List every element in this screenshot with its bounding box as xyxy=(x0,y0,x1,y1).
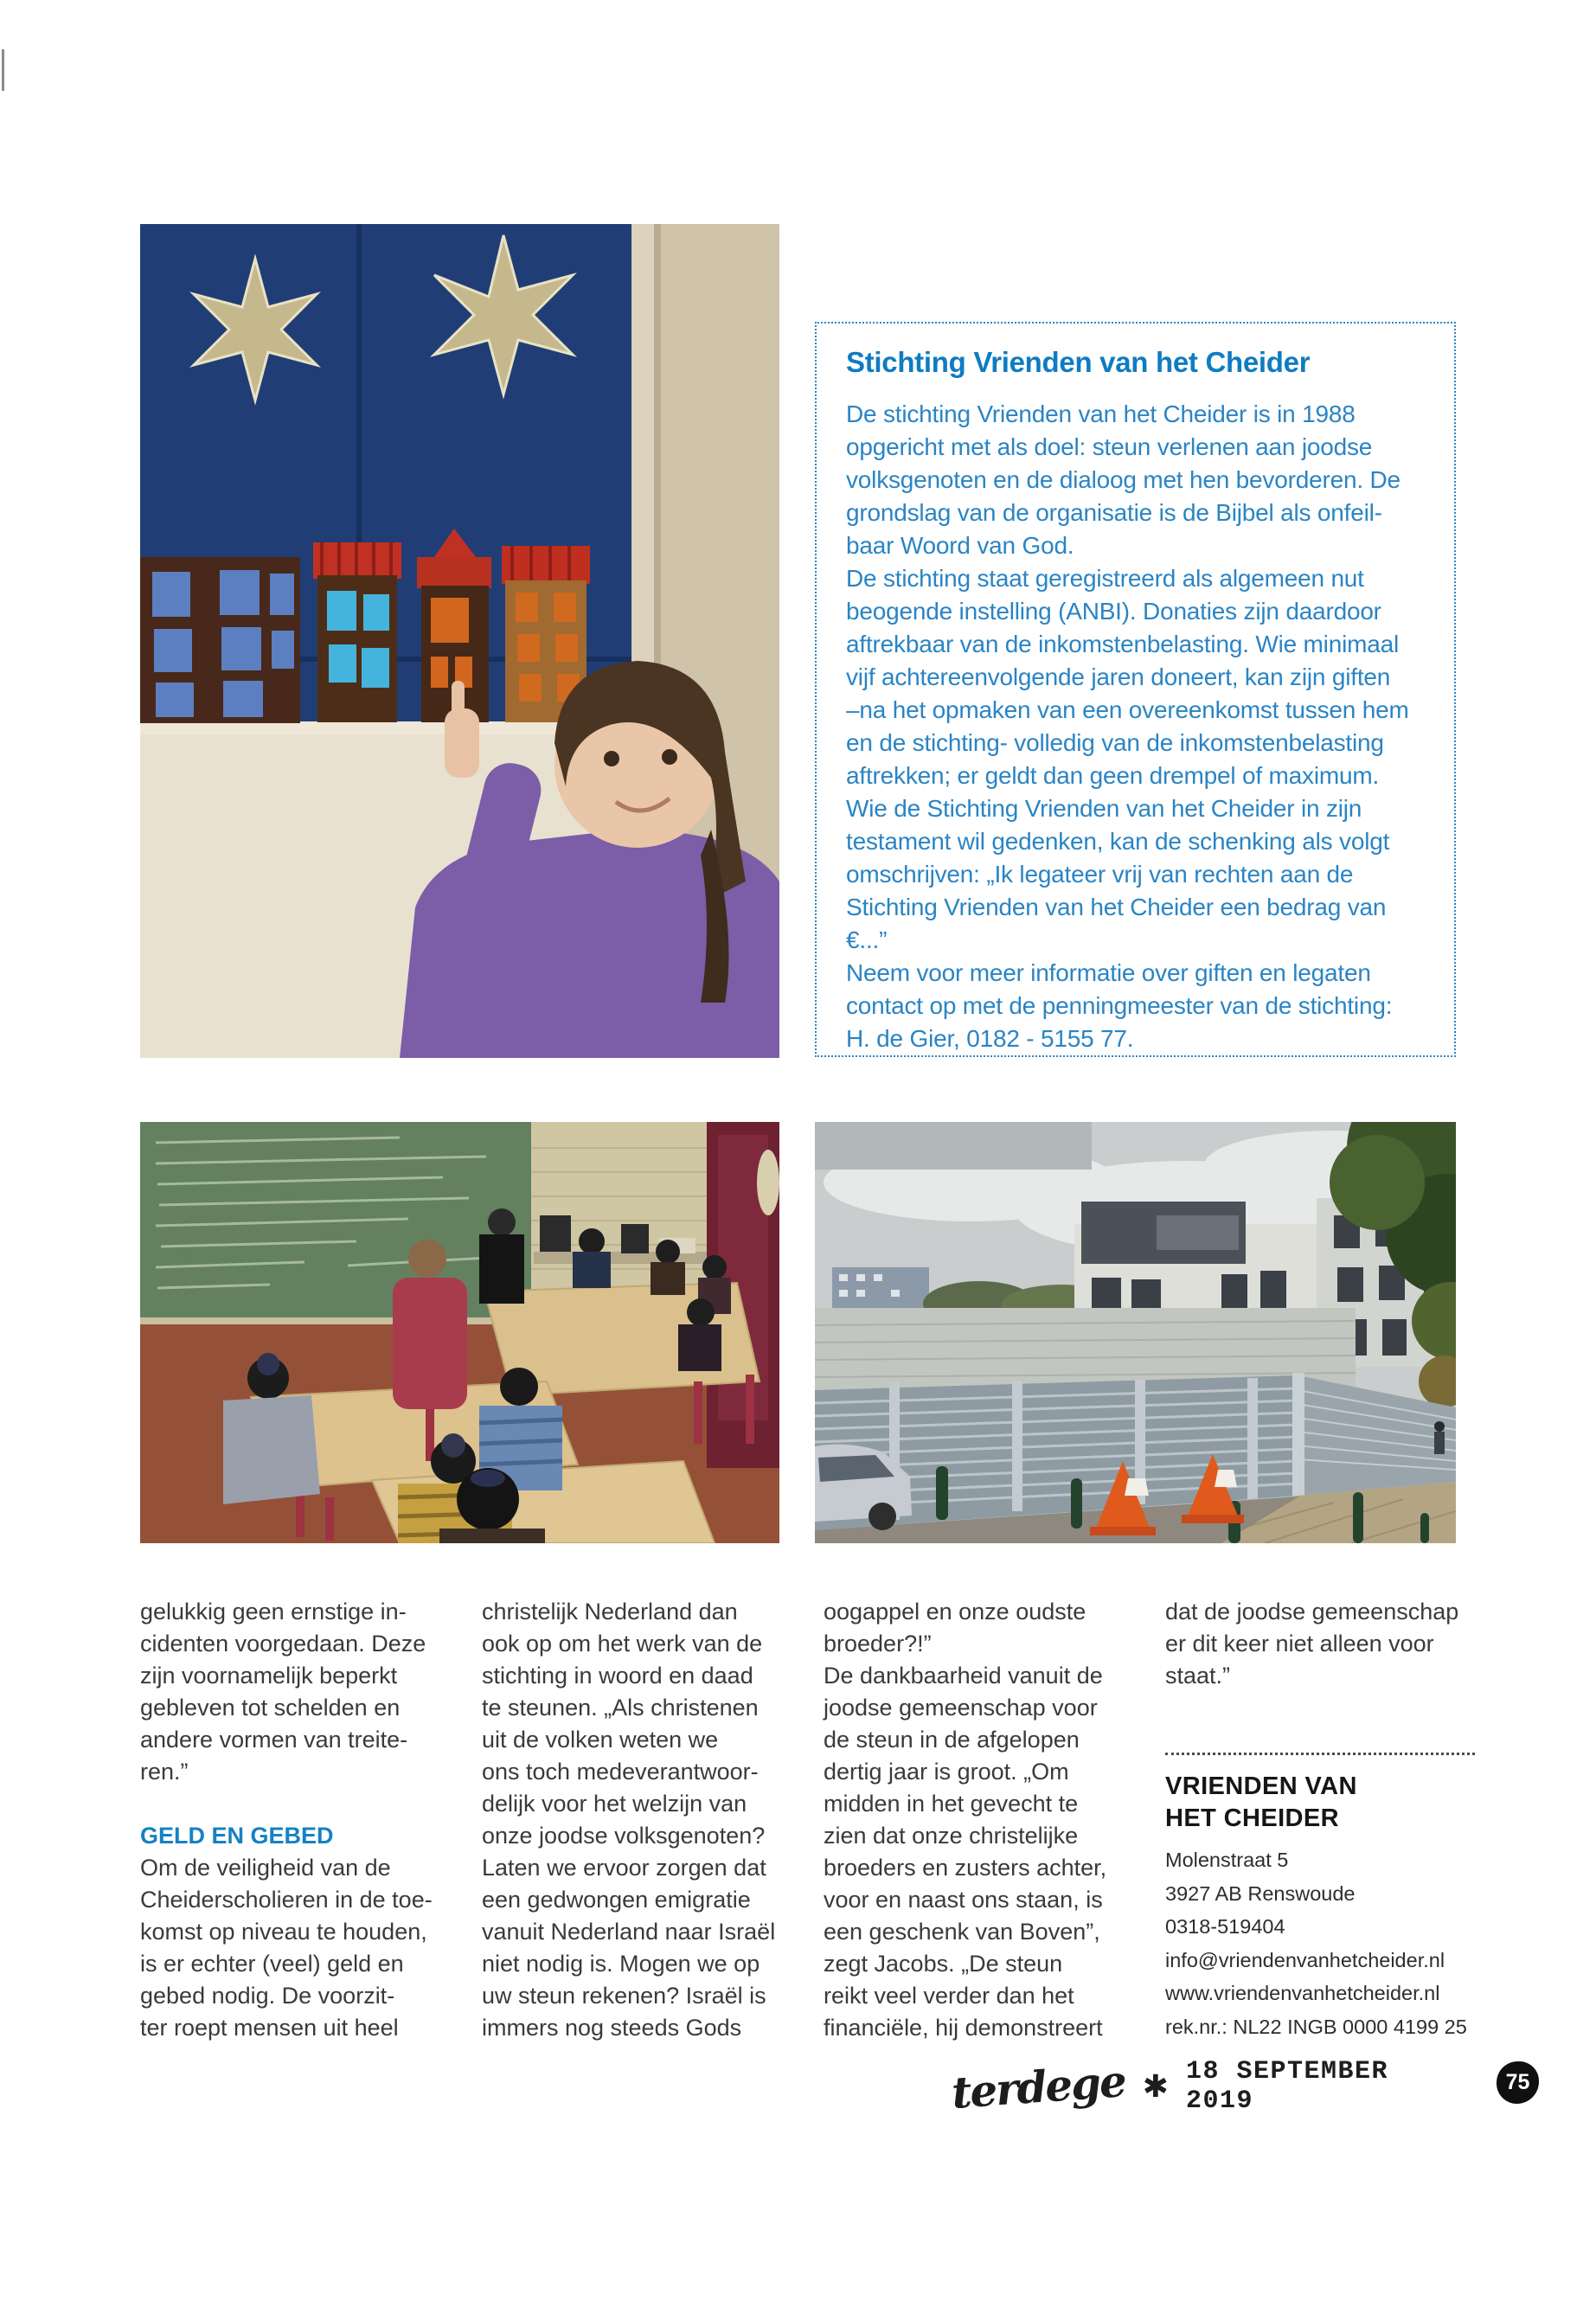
text-line: immers nog steeds Gods xyxy=(482,2015,742,2041)
text-line: zien dat onze christelijke xyxy=(824,1823,1079,1849)
text-line: uw steun rekenen? Israël is xyxy=(482,1983,766,2009)
infobox-body xyxy=(846,398,1454,1055)
article-column-2 xyxy=(482,1596,792,2044)
text-line: zegt Jacobs. „De steun xyxy=(824,1951,1063,1977)
text-line: andere vormen van treite- xyxy=(140,1727,408,1753)
photo-school-building xyxy=(815,1122,1456,1543)
text-line: vanuit Nederland naar Israël xyxy=(482,1919,776,1945)
text-line: te steunen. „Als christenen xyxy=(482,1695,759,1721)
text-line: broeder?!” xyxy=(824,1631,932,1657)
chalkboard xyxy=(140,1122,531,1324)
text-line: er dit keer niet alleen voor xyxy=(1165,1631,1434,1657)
text-line: grondslag van de organisatie is de Bijbel als onfeil- xyxy=(846,499,1382,526)
text-line: dertig jaar is groot. „Om xyxy=(824,1759,1069,1785)
text-line: komst op niveau te houden, xyxy=(140,1919,427,1945)
text-line: VRIENDEN VAN xyxy=(1165,1772,1357,1800)
article-columns xyxy=(140,1596,1477,2044)
text-line: reikt veel verder dan het xyxy=(824,1983,1074,2009)
page-number-badge: 75 xyxy=(1497,2061,1539,2104)
text-line: financiële, hij demonstreert xyxy=(824,2015,1103,2041)
text-line xyxy=(140,1788,450,1820)
text-line: ook op om het werk van de xyxy=(482,1631,763,1657)
text-line: is er echter (veel) geld en xyxy=(140,1951,404,1977)
contact-details xyxy=(1165,1843,1475,2043)
text-line: volksgenoten en de dialoog met hen bevorderen. De xyxy=(846,466,1401,493)
text-line: joodse gemeenschap voor xyxy=(824,1695,1098,1721)
text-line: Cheiderscholieren in de toe- xyxy=(140,1887,433,1913)
text-line: info@vriendenvanhetcheider.nl xyxy=(1165,1948,1445,1971)
dotted-rule xyxy=(1165,1753,1475,1755)
text-line: Laten we ervoor zorgen dat xyxy=(482,1855,766,1881)
contact-block xyxy=(1165,1753,1475,2043)
text-line: aftrekken; er geldt dan geen drempel of maximum. xyxy=(846,762,1380,789)
text-line: Stichting Vrienden van het Cheider een bedrag van xyxy=(846,894,1387,920)
text-line: dat de joodse gemeenschap xyxy=(1165,1599,1459,1625)
text-line: 3927 AB Renswoude xyxy=(1165,1881,1356,1905)
text-line: rek.nr.: NL22 INGB 0000 4199 25 xyxy=(1165,2015,1467,2038)
text-line: beogende instelling (ANBI). Donaties zijn daardoor xyxy=(846,598,1381,625)
text-line: ter roept mensen uit heel xyxy=(140,2015,399,2041)
text-line: gebleven tot schelden en xyxy=(140,1695,401,1721)
article-column-4-text xyxy=(1165,1596,1475,1692)
text-line: cidenten voorgedaan. Deze xyxy=(140,1631,426,1657)
text-line: delijk voor het welzijn van xyxy=(482,1791,747,1817)
dark-cloud xyxy=(815,1122,1092,1170)
text-line: H. de Gier, 0182 - 5155 77. xyxy=(846,1025,1134,1052)
article-column-3 xyxy=(824,1596,1133,2044)
text-line: contact op met de penningmeester van de stichting: xyxy=(846,992,1393,1019)
text-line: voor en naast ons staan, is xyxy=(824,1887,1103,1913)
text-line: stichting in woord en daad xyxy=(482,1663,753,1689)
text-line: Neem voor meer informatie over giften en legaten xyxy=(846,959,1371,986)
text-line: niet nodig is. Mogen we op xyxy=(482,1951,760,1977)
text-line: christelijk Nederland dan xyxy=(482,1599,738,1625)
craft-houses xyxy=(140,529,590,723)
text-line: Molenstraat 5 xyxy=(1165,1849,1289,1871)
text-line: ons toch medeverantwoor- xyxy=(482,1759,759,1785)
contact-title xyxy=(1165,1771,1475,1835)
text-line: €...” xyxy=(846,926,888,953)
article-column-1 xyxy=(140,1596,450,2044)
photo-classroom xyxy=(140,1122,779,1543)
text-line: HET CHEIDER xyxy=(1165,1804,1339,1832)
text-line: gebed nodig. De voorzit- xyxy=(140,1983,395,2009)
text-line: en de stichting- volledig van de inkomstenbelasting xyxy=(846,729,1384,756)
text-line: aftrekbaar van de inkomstenbelasting. Wie minimaal xyxy=(846,631,1399,657)
pedestrian xyxy=(1434,1421,1445,1454)
page-footer xyxy=(950,2054,1456,2118)
text-line: omschrijven: „Ik legateer vrij van rechten aan de xyxy=(846,861,1354,888)
issue-date: 18 SEPTEMBER 2019 xyxy=(1185,2057,1389,2116)
article-column-4 xyxy=(1165,1596,1475,2044)
infobox-stichting xyxy=(815,322,1456,1057)
text-line: zijn voornamelijk beperkt xyxy=(140,1663,398,1689)
text-line: oogappel en onze oudste xyxy=(824,1599,1086,1625)
text-line: 0318-519404 xyxy=(1165,1915,1285,1938)
text-line: De dankbaarheid vanuit de xyxy=(824,1663,1103,1689)
text-line: De stichting staat geregistreerd als algemeen nut xyxy=(846,565,1364,592)
text-line: GELD EN GEBED xyxy=(140,1823,334,1849)
crop-mark xyxy=(2,49,4,91)
text-line: gelukkig geen ernstige in- xyxy=(140,1599,407,1625)
photo-girl-pointing xyxy=(140,224,779,1058)
text-line: testament wil gedenken, kan de schenking als volgt xyxy=(846,828,1390,855)
pointing-finger xyxy=(452,681,465,741)
infobox-title: Stichting Vrienden van het Cheider xyxy=(846,346,1311,378)
text-line: de steun in de afgelopen xyxy=(824,1727,1080,1753)
text-line: De stichting Vrienden van het Cheider is in 1988 xyxy=(846,401,1356,427)
text-line: staat.” xyxy=(1165,1663,1231,1689)
text-line: een gedwongen emigratie xyxy=(482,1887,751,1913)
text-line: –na het opmaken van een overeenkomst tussen hem xyxy=(846,696,1409,723)
text-line: www.vriendenvanhetcheider.nl xyxy=(1165,1982,1440,2004)
text-line: uit de volken weten we xyxy=(482,1727,719,1753)
asterisk-icon: ✱ xyxy=(1142,2068,1169,2104)
text-line: broeders en zusters achter, xyxy=(824,1855,1107,1881)
text-line: onze joodse volksgenoten? xyxy=(482,1823,766,1849)
text-line: vijf achtereenvolgende jaren doneert, kan zijn giften xyxy=(846,663,1391,690)
text-line: Om de veiligheid van de xyxy=(140,1855,391,1881)
text-line: ren.” xyxy=(140,1759,189,1785)
text-line: baar Woord van God. xyxy=(846,532,1074,559)
text-line: een geschenk van Boven”, xyxy=(824,1919,1100,1945)
text-line: Wie de Stichting Vrienden van het Cheider in zijn xyxy=(846,795,1362,822)
text-line: opgericht met als doel: steun verlenen aan joodse xyxy=(846,433,1373,460)
text-line: midden in het gevecht te xyxy=(824,1791,1079,1817)
magazine-logo: terdege xyxy=(950,2054,1127,2118)
